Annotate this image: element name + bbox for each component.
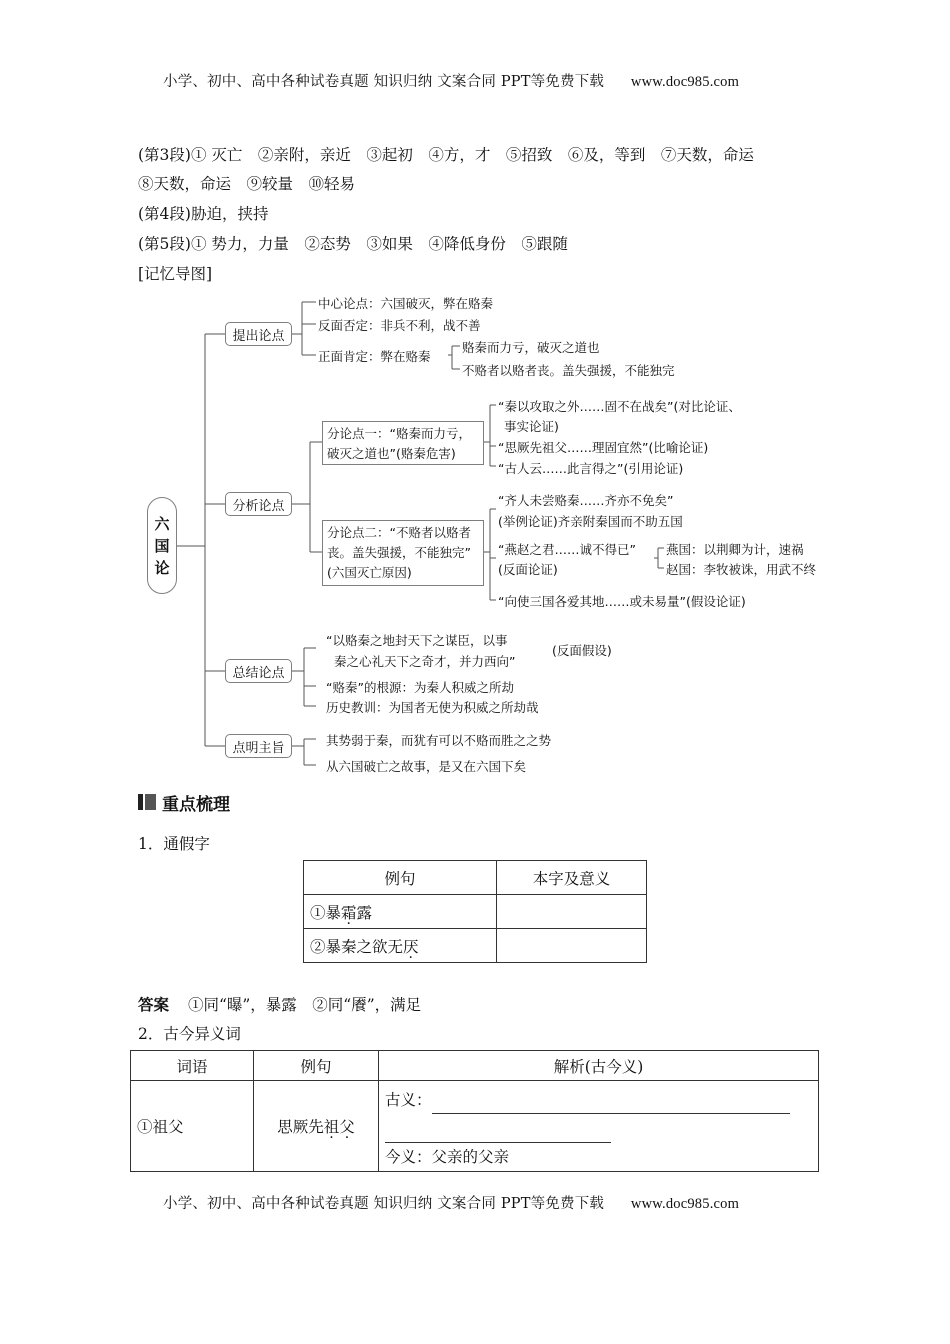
- subsection-2-title: 2．古今异义词: [138, 1025, 241, 1043]
- t1-r1-dotted: 霜: [341, 903, 357, 922]
- t1-row1-example: [304, 895, 497, 929]
- footer-url[interactable]: www.doc985.com: [630, 1196, 740, 1212]
- t2-jin: 今义：父亲的父亲: [385, 1148, 510, 1166]
- para-3-line-b: ⑧天数，命运 ⑨较量 ⑩轻易: [138, 175, 356, 193]
- branch-2-label: 分析论点: [232, 498, 285, 514]
- section-marker-icon: [138, 794, 156, 810]
- mindmap-root: [147, 497, 177, 594]
- n2c: “向使三国各爱其地……或未易量”(假设论证): [498, 594, 746, 609]
- page-footer: [163, 1192, 739, 1213]
- b3-c1-line-2: 秦之心礼天下之奇才，并力西向”: [334, 654, 516, 669]
- t2-analysis: [379, 1081, 819, 1172]
- t2-gu-blank-2[interactable]: [385, 1114, 611, 1143]
- subsection-1-title: 1．通假字: [138, 835, 210, 853]
- n1a-line-1: “秦以攻取之外……固不在战矣”(对比论证、: [498, 399, 741, 414]
- footer-text: 小学、初中、高中各种试卷真题 知识归纳 文案合同 PPT等免费下载: [163, 1196, 605, 1212]
- t2-header-word: 词语: [131, 1051, 254, 1081]
- b3-c1-line-1: “以赂秦之地封天下之谋臣，以事: [326, 633, 508, 648]
- sub-argument-2: [322, 520, 484, 586]
- t2-example: [254, 1081, 379, 1172]
- para-4: (第4段)胁迫，挟持: [138, 205, 269, 223]
- t2-gu-blank[interactable]: [432, 1085, 790, 1114]
- b1-central-claim: 中心论点：六国破灭，弊在赂秦: [318, 296, 494, 311]
- branch-4-label: 点明主旨: [232, 740, 285, 756]
- b4-c1: 其势弱于秦，而犹有可以不赂而胜之之势: [326, 733, 552, 748]
- t1-row2-answer[interactable]: [497, 929, 647, 963]
- sub-arg-2-line-1: 分论点二：“不赂者以赂者: [327, 525, 471, 540]
- b3-root-cause: “赂秦”的根源：为秦人积威之所劫: [326, 680, 514, 695]
- n1b: “思厥先祖父……理固宜然”(比喻论证): [498, 440, 709, 455]
- table-row: [131, 1081, 819, 1172]
- header-text: 小学、初中、高中各种试卷真题 知识归纳 文案合同 PPT等免费下载: [163, 74, 605, 90]
- branch-propose-argument: [225, 322, 292, 346]
- tongjia-table: [303, 860, 647, 963]
- root-char-1: 六: [154, 514, 170, 533]
- t1-header-meaning: 本字及意义: [497, 861, 647, 895]
- b3-c1-note: (反面假设): [552, 643, 612, 658]
- t2-gu-label: 古义：: [385, 1091, 432, 1109]
- b1-positive-sub-b: 不赂者以赂者丧。盖失强援，不能独完: [462, 363, 675, 378]
- sub-arg-1-line-1: 分论点一：“赂秦而力亏，: [327, 426, 471, 441]
- t1-row1-answer[interactable]: [497, 895, 647, 929]
- branch-summarize-argument: [225, 659, 292, 683]
- section-title-text: 重点梳理: [162, 794, 230, 815]
- branch-analyze-argument: [225, 492, 292, 516]
- page-header: [163, 70, 739, 91]
- t2-ex-pre: 思厥先: [277, 1118, 324, 1136]
- n2a-line-2: (举例论证)齐亲附秦国而不助五国: [498, 514, 683, 529]
- t1-row2-example: [304, 929, 497, 963]
- b4-c2: 从六国破亡之故事，是又在六国下矣: [326, 759, 527, 774]
- sub-arg-2-line-2: 丧。盖失强援，不能独完”: [327, 545, 471, 560]
- n2b-zhao: 赵国：李牧被诛，用武不终: [666, 562, 817, 577]
- t1-header-example: 例句: [304, 861, 497, 895]
- t2-header-analysis: 解析(古今义): [379, 1051, 819, 1081]
- root-char-3: 论: [154, 558, 170, 577]
- t2-header-example: 例句: [254, 1051, 379, 1081]
- sub-argument-1: [322, 421, 484, 465]
- n2a-line-1: “齐人未尝赂秦……齐亦不免矣”: [498, 493, 674, 508]
- branch-state-theme: [225, 734, 292, 758]
- root-char-2: 国: [154, 536, 170, 555]
- section-key-points: [138, 790, 248, 814]
- n2b-line-1: “燕赵之君……诚不得已”: [498, 542, 636, 557]
- b3-lesson: 历史教训：为国者无使为积威之所劫哉: [326, 700, 539, 715]
- b1-positive-sub-a: 赂秦而力亏，破灭之道也: [462, 340, 600, 355]
- t2-gu-line-2: [385, 1114, 812, 1143]
- header-url[interactable]: www.doc985.com: [630, 74, 740, 90]
- t2-ex-dot1: 祖: [323, 1118, 340, 1136]
- answer-label: 答案: [138, 996, 170, 1014]
- para-5: (第5段)① 势力，力量 ②态势 ③如果 ④降低身份 ⑤跟随: [138, 235, 568, 253]
- memory-map-heading: [记忆导图]: [138, 265, 213, 283]
- n2b-yan: 燕国：以荆卿为计，速祸: [666, 542, 804, 557]
- t2-word: ①祖父: [131, 1081, 254, 1172]
- t2-ex-dot2: 父: [339, 1118, 355, 1136]
- t1-r1-pre: ①暴: [310, 903, 342, 922]
- answer-text: ①同“曝”，暴露 ②同“餍”，满足: [187, 996, 422, 1014]
- branch-3-label: 总结论点: [232, 665, 285, 681]
- n1c: “古人云……此言得之”(引用论证): [498, 461, 684, 476]
- t2-gu-line: [385, 1085, 812, 1114]
- sub-arg-1-line-2: 破灭之道也”(赂秦危害): [327, 446, 456, 461]
- ancient-modern-table: [130, 1050, 819, 1172]
- t1-r1-post: 露: [356, 903, 373, 922]
- t1-r2-pre: ②暴秦之欲无: [310, 937, 404, 956]
- table-row: [304, 929, 647, 963]
- n1a-line-2: 事实论证): [504, 419, 559, 434]
- answer-line: [138, 993, 421, 1015]
- sub-arg-2-line-3: (六国灭亡原因): [327, 565, 412, 580]
- branch-1-label: 提出论点: [232, 328, 285, 344]
- b1-negative-denial: 反面否定：非兵不利，战不善: [318, 318, 481, 333]
- table-row: [304, 895, 647, 929]
- t1-r2-dotted: 厌: [403, 937, 419, 956]
- para-3-line-a: (第3段)① 灭亡 ②亲附，亲近 ③起初 ④方，才 ⑤招致 ⑥及，等到 ⑦天数，命运: [138, 146, 754, 164]
- b1-positive-claim: 正面肯定：弊在赂秦: [318, 349, 431, 364]
- n2b-line-2: (反面论证): [498, 562, 558, 577]
